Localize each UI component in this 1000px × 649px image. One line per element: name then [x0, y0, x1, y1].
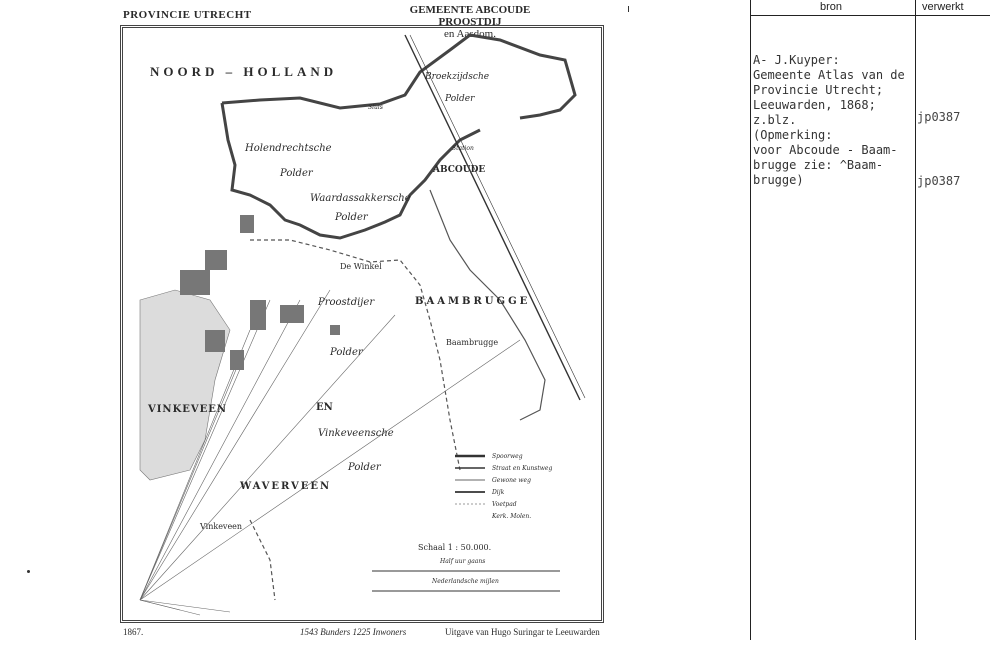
region-label-noord-holland: NOORD – HOLLAND: [150, 64, 338, 79]
map-footer-year: 1867.: [123, 627, 144, 637]
legend-lines: [455, 456, 485, 504]
verwerkt-code: jp0387: [917, 174, 961, 188]
legend-item: Voetpad: [492, 501, 517, 508]
label-waardassacker: Waardassakkersche: [310, 193, 411, 204]
label-waverveen: WAVERVEEN: [240, 481, 332, 492]
map-footer-counts: 1543 Bunders 1225 Inwoners: [300, 627, 407, 637]
bron-citation: A- J.Kuyper: Gemeente Atlas van de Provincie Utrecht; Leeuwarden, 1868; z.blz.: [753, 53, 905, 127]
label-station: Station: [452, 145, 474, 152]
legend-item: Straat en Kunstweg: [492, 465, 553, 472]
label-holendrechtsche: Holendrechtsche: [245, 143, 332, 154]
label-proostdijer: Proostdijer: [318, 297, 375, 308]
map-legend: [492, 451, 552, 523]
scale-line1: Half uur gaans: [440, 558, 486, 565]
card-column-divider: [915, 0, 916, 640]
map-header-province: PROVINCIE UTRECHT: [123, 9, 252, 21]
card-left-border: [750, 0, 751, 640]
stray-mark: [628, 6, 629, 12]
map-footer-publisher: Uitgave van Hugo Suringar te Leeuwarden: [445, 627, 600, 637]
stray-mark: [27, 570, 30, 573]
map-header-line2: en Aasdom.: [444, 28, 496, 40]
column-header-bron: bron: [820, 1, 843, 13]
label-de-winkel: De Winkel: [340, 262, 382, 271]
legend-item: Gewone weg: [492, 477, 531, 484]
label-polder-1: Polder: [445, 94, 475, 104]
scale-line2: Nederlandsche mijlen: [432, 578, 499, 585]
legend-item: Dijk: [492, 489, 505, 496]
label-polder-4: Polder: [330, 347, 363, 358]
label-vinkeveen-region: VINKEVEEN: [148, 404, 228, 415]
label-broekzijdsche: Broekzijdsche: [425, 72, 490, 82]
label-polder-3: Polder: [335, 212, 368, 223]
legend-item: Kerk. Molen.: [492, 513, 532, 520]
label-abcoude: ABCOUDE: [433, 165, 486, 175]
map-header-line1: GEMEENTE ABCOUDE PROOSTDIJ: [409, 4, 531, 28]
lake-area: [140, 290, 230, 480]
label-baambrugge-region: BAAMBRUGGE: [415, 296, 531, 307]
label-sluis: Sluis: [368, 104, 383, 111]
bron-note: (Opmerking: voor Abcoude - Baam- brugge zie: ^Baam- brugge): [753, 128, 898, 187]
label-polder-5: Polder: [348, 462, 381, 473]
label-en: EN: [316, 402, 333, 413]
scale-title: Schaal 1 : 50.000.: [418, 543, 492, 552]
label-vinkeveensche: Vinkeveensche: [318, 428, 394, 439]
legend-item: Spoorweg: [492, 453, 523, 460]
label-vinkeveen-town: Vinkeveen: [200, 522, 243, 531]
label-baambrugge-town: Baambrugge: [446, 338, 499, 347]
column-header-verwerkt: verwerkt: [922, 1, 964, 13]
verwerkt-code: jp0387: [917, 110, 961, 124]
card-header-rule: [750, 15, 990, 16]
label-polder-2: Polder: [280, 168, 313, 179]
